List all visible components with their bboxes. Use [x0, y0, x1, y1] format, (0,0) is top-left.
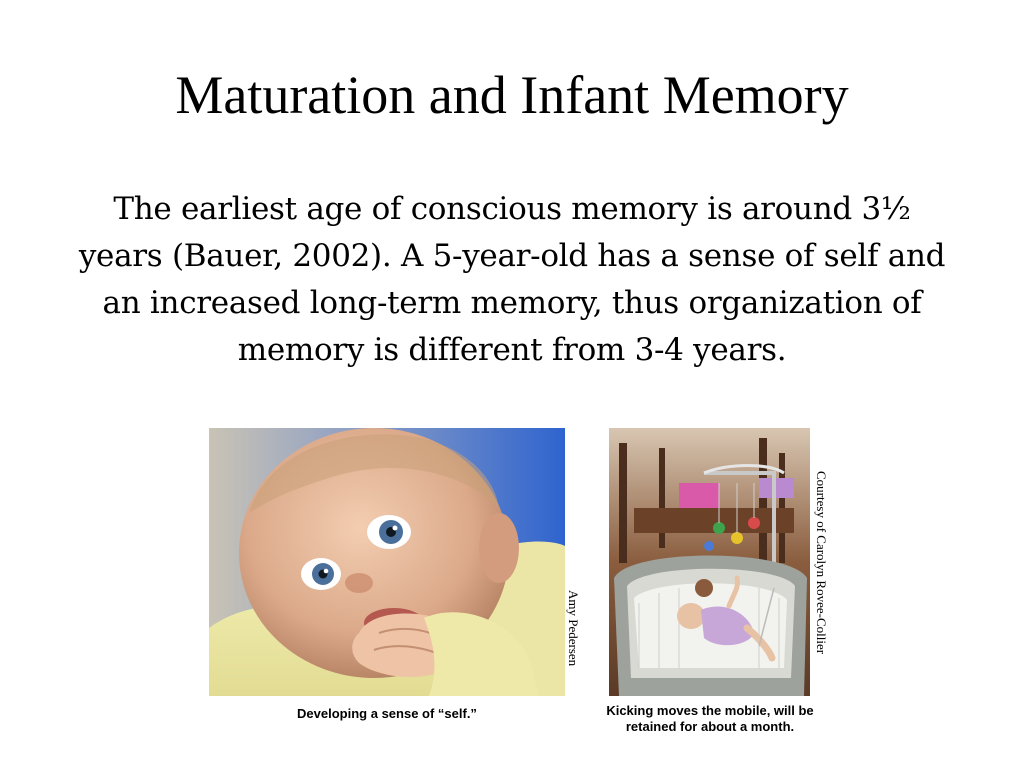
slide-title: Maturation and Infant Memory: [175, 65, 849, 125]
crib-illustration: [609, 428, 810, 696]
photo-credit-right: Courtesy of Carolyn Rovee-Collier: [814, 471, 829, 655]
infant-illustration: [209, 428, 565, 696]
crib-mobile-photo: [609, 428, 810, 696]
infant-photo: [209, 428, 565, 696]
photo-caption-right: Kicking moves the mobile, will be retained for about a month.: [606, 703, 814, 734]
photo-credit-left: Amy Pedersen: [566, 590, 581, 667]
photo-caption-left: Developing a sense of “self.”: [297, 706, 477, 721]
slide-body-text: The earliest age of conscious memory is around 3½ years (Bauer, 2002). A 5-year-old has a sense of self and an increased long-term memory, thus organization of memory is different from 3-4 years.: [78, 191, 946, 368]
